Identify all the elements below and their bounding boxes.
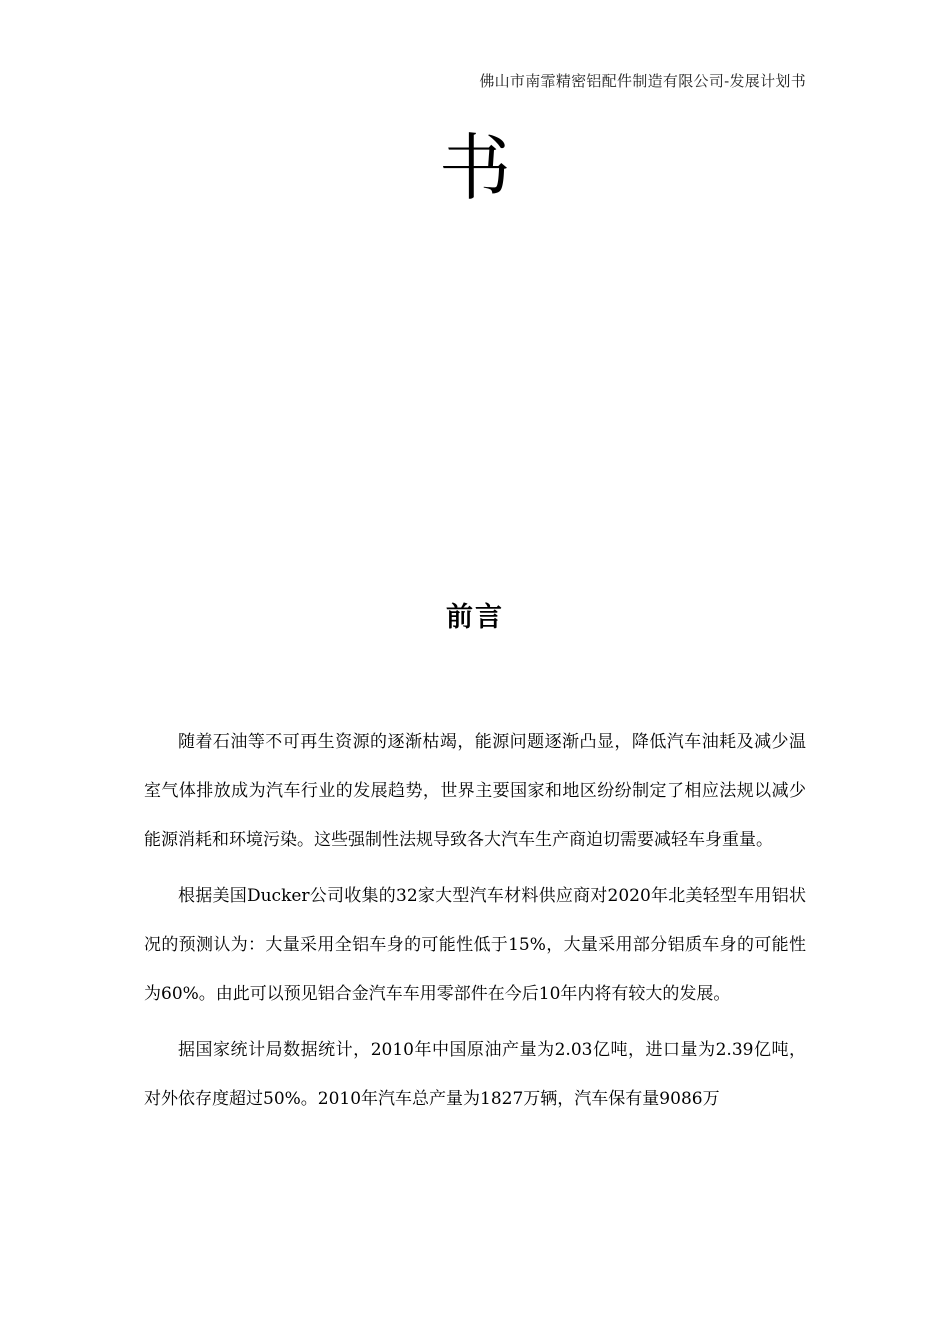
section-title: 前言 — [446, 602, 504, 633]
header-rule — [144, 97, 806, 98]
paragraph-3: 据国家统计局数据统计，2010年中国原油产量为2.03亿吨，进口量为2.39亿吨，对外依存度超过50%。2010年汽车总产量为1827万辆，汽车保有量9086万 — [144, 1040, 806, 1109]
body-text — [144, 718, 806, 1131]
cover-title-fragment: 书 — [438, 126, 511, 210]
running-header: 佛山市南霏精密铝配件制造有限公司-发展计划书 — [479, 72, 806, 90]
paragraph-2: 根据美国Ducker公司收集的32家大型汽车材料供应商对2020年北美轻型车用铝状况的预测认为：大量采用全铝车身的可能性低于15%，大量采用部分铝质车身的可能性为60%。由此可以预见铝合金汽车车用零部件在今后10年内将有较大的发展。 — [144, 886, 806, 1004]
paragraph-1: 随着石油等不可再生资源的逐渐枯竭，能源问题逐渐凸显，降低汽车油耗及减少温室气体排放成为汽车行业的发展趋势，世界主要国家和地区纷纷制定了相应法规以减少能源消耗和环境污染。这些强制性法规导致各大汽车生产商迫切需要减轻车身重量。 — [144, 732, 806, 850]
